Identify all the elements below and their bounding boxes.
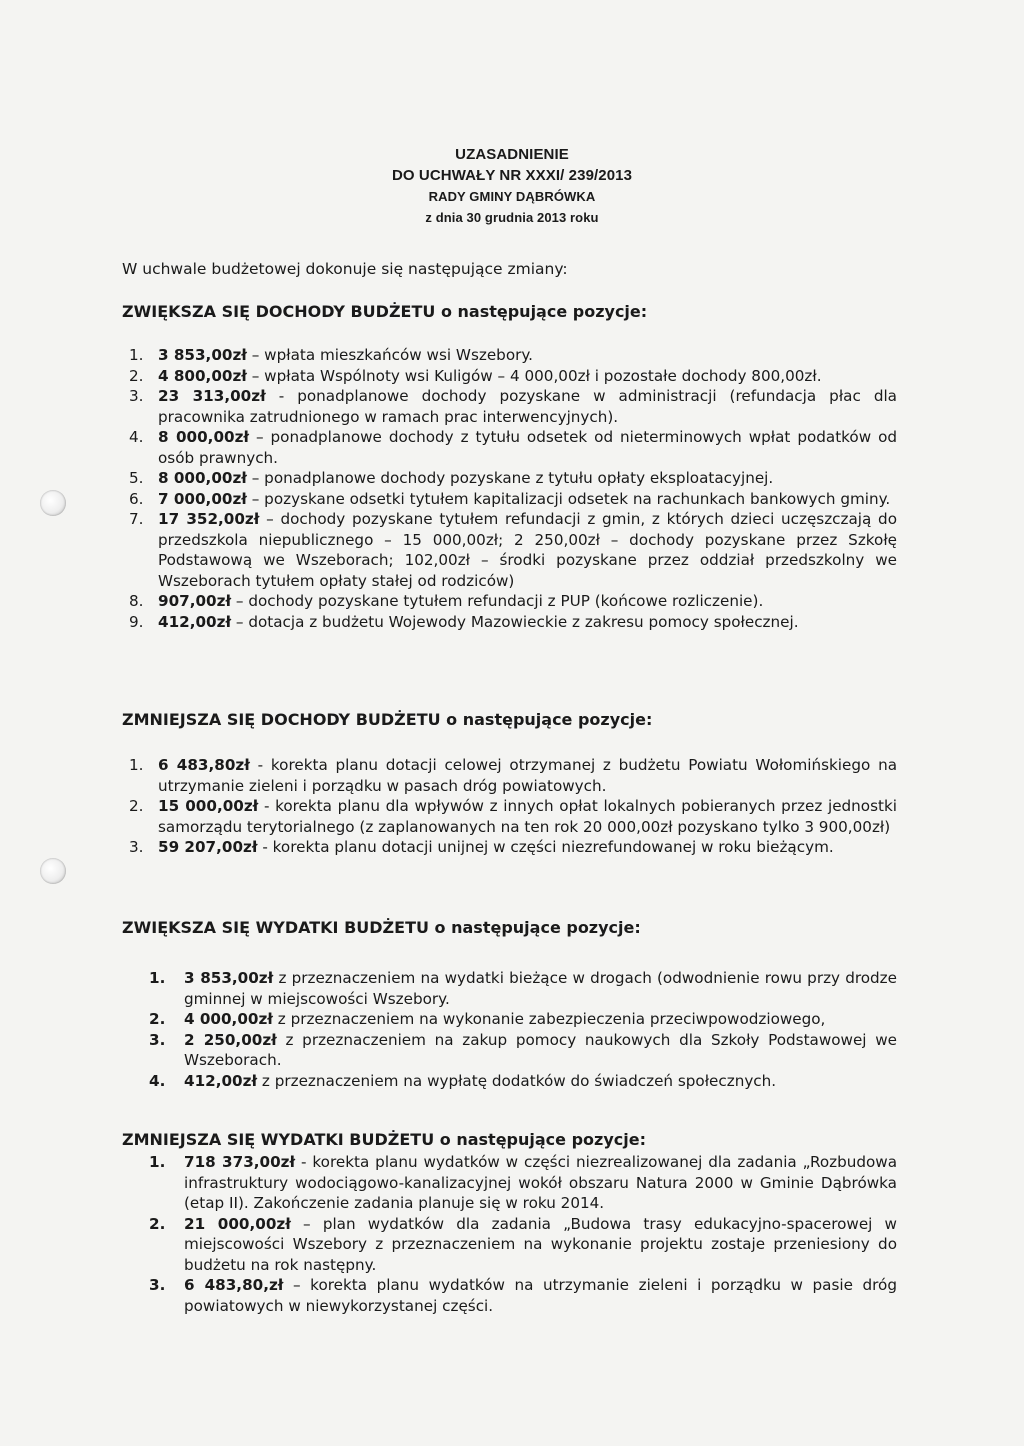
header-council: RADY GMINY DĄBRÓWKA (428, 189, 596, 204)
list-item: 3. 6 483,80,zł – korekta planu wydatków na utrzymanie zieleni i porządku w pasie dróg powiatowych w niewykorzystanej części. (149, 1276, 897, 1315)
list-income-decrease (122, 755, 897, 858)
list-item: 3. 2 250,00zł z przeznaczeniem na zakup pomocy naukowych dla Szkoły Podstawowej we Wszeborach. (149, 1030, 897, 1069)
list-item: 9. 412,00zł – dotacja z budżetu Wojewody Mazowieckie z zakresu pomocy społecznej. (129, 612, 799, 631)
list-item: 1. 6 483,80zł - korekta planu dotacji celowej otrzymanej z budżetu Powiatu Wołomińskiego na utrzymanie zieleni i porządku w pasach dróg powiatowych. (129, 756, 898, 795)
document-header (0, 144, 1024, 228)
list-item: 4. 412,00zł z przeznaczeniem na wypłatę dodatków do świadczeń społecznych. (149, 1071, 777, 1090)
punch-hole-bottom (40, 858, 66, 884)
list-item: 5. 8 000,00zł – ponadplanowe dochody pozyskane z tytułu opłaty eksploatacyjnej. (129, 469, 774, 487)
section-heading-expense-increase: ZWIĘKSZA SIĘ WYDATKI BUDŻETU o następujące pozycje: (122, 918, 641, 937)
list-item: 1. 718 373,00zł - korekta planu wydatków w części niezrealizowanej dla zadania „Rozbudowa infrastruktury wodociągowo-kanalizacyjnej wokół obszaru Natura 2000 w Gminie Dąbrówka (etap II). Zakończenie zadania planuje się w roku 2014. (149, 1153, 898, 1212)
section-heading-income-decrease: ZMNIEJSZA SIĘ DOCHODY BUDŻETU o następujące pozycje: (122, 710, 653, 729)
list-item: 1. 3 853,00zł z przeznaczeniem na wydatki bieżące w drogach (odwodnienie rowu przy drodze gminnej w miejscowości Wszebory. (149, 969, 897, 1008)
list-item: 8. 907,00zł – dochody pozyskane tytułem refundacji z PUP (końcowe rozliczenie). (129, 592, 764, 610)
list-item: 2. 4 000,00zł z przeznaczeniem na wykonanie zabezpieczenia przeciwpowodziowego, (149, 1010, 826, 1028)
list-item: 6. 7 000,00zł – pozyskane odsetki tytułem kapitalizacji odsetek na rachunkach bankowych gminy. (129, 489, 891, 508)
punch-hole-top (40, 490, 66, 516)
list-item: 3. 59 207,00zł - korekta planu dotacji unijnej w części niezrefundowanej w roku bieżącym. (129, 838, 834, 856)
section-heading-expense-decrease: ZMNIEJSZA SIĘ WYDATKI BUDŻETU o następujące pozycje: (122, 1130, 646, 1149)
list-item: 1. 3 853,00zł – wpłata mieszkańców wsi Wszebory. (129, 346, 534, 364)
section-heading-income-increase: ZWIĘKSZA SIĘ DOCHODY BUDŻETU o następujące pozycje: (122, 302, 648, 321)
header-resolution-number: DO UCHWAŁY NR XXXI/ 239/2013 (391, 167, 633, 184)
list-expense-decrease (122, 1152, 897, 1316)
header-title: UZASADNIENIE (455, 146, 569, 163)
list-item: 3. 23 313,00zł - ponadplanowe dochody pozyskane w administracji (refundacja płac dla pracownika zatrudnionego w ramach prac interwencyjnych). (129, 387, 897, 426)
list-item: 2. 15 000,00zł - korekta planu dla wpływów z innych opłat lokalnych pobieranych przez jednostki samorządu terytorialnego (z zaplanowanych na ten rok 20 000,00zł pozyskano tylko 3 900,00zł) (129, 797, 897, 836)
list-item: 4. 8 000,00zł – ponadplanowe dochody z tytułu odsetek od nieterminowych wpłat podatków od osób prawnych. (129, 428, 897, 467)
list-income-increase (122, 345, 897, 632)
list-item: 2. 21 000,00zł – plan wydatków dla zadania „Budowa trasy edukacyjno-spacerowej w miejscowości Wszebory z przeznaczeniem na wykonanie projektu zostaje przeniesiony do budżetu na rok następny. (149, 1214, 897, 1274)
list-item: 2. 4 800,00zł – wpłata Wspólnoty wsi Kuligów – 4 000,00zł i pozostałe dochody 800,00zł. (129, 366, 822, 385)
list-expense-increase (122, 968, 897, 1091)
list-item: 7. 17 352,00zł – dochody pozyskane tytułem refundacji z gmin, z których dzieci uczęszczają do przedszkola niepublicznego – 15 000,00zł; 2 250,00zł – dochody pozyskane przez Szkołę Podstawową we Wszeborach; 102,00zł – środki pozyskane przez oddział przedszkolny we Wszeborach tytułem opłaty stałej od rodziców) (129, 510, 897, 590)
header-date: z dnia 30 grudnia 2013 roku (425, 210, 599, 225)
intro-text: W uchwale budżetowej dokonuje się następujące zmiany: (122, 260, 568, 278)
